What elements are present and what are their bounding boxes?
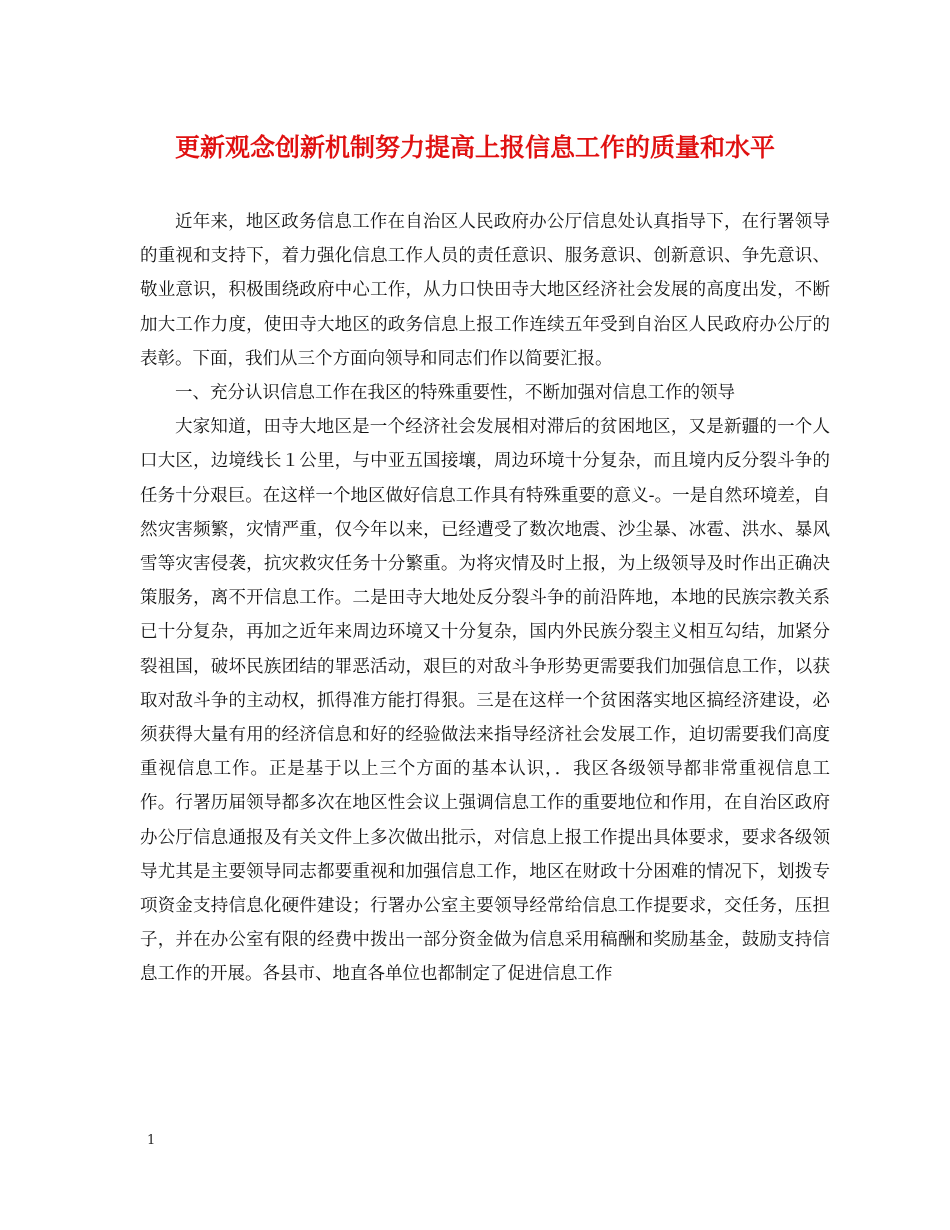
section-heading-1: 一、充分认识信息工作在我区的特殊重要性，不断加强对信息工作的领导	[175, 383, 735, 404]
page-number: 1	[147, 1133, 156, 1148]
paragraph-intro: 近年来，地区政务信息工作在自治区人民政府办公厅信息处认真指导下，在行署领导的重视和支持下，着力强化信息工作人员的责任意识、服务意识、创新意识、争先意识、敬业意识，积极围绕政府中心工作，从力口快田寺大地区经济社会发展的高度出发，不断加大工作力度，使田寺大地区的政务信息上报工作连续五年受到自治区人民政府办公厅的表彰。下面，我们从三个方面向领导和同志们作以简要汇报。	[140, 212, 830, 369]
document-body	[140, 205, 830, 992]
paragraph-section-1: 大家知道，田寺大地区是一个经济社会发展相对滞后的贫困地区，又是新疆的一个人口大区，边境线长１公里，与中亚五国接壤，周边环境十分复杂，而且境内反分裂斗争的任务十分艰巨。在这样一个地区做好信息工作具有特殊重要的意义-。一是自然环境差，自然灾害频繁，灾情严重，仅今年以来，已经遭受了数次地震、沙尘暴、冰雹、洪水、暴风雪等灾害侵袭，抗灾救灾任务十分繁重。为将灾情及时上报，为上级领导及时作出正确决策服务，离不开信息工作。二是田寺大地处反分裂斗争的前沿阵地，本地的民族宗教关系已十分复杂，再加之近年来周边环境又十分复杂，国内外民族分裂主义相互勾结，加紧分裂祖国，破坏民族团结的罪恶活动，艰巨的对敌斗争形势更需要我们加强信息工作，以获取对敌斗争的主动权，抓得准方能打得狠。三是在这样一个贫困落实地区搞经济建设，必须获得大量有用的经济信息和好的经验做法来指导经济社会发展工作，迫切需要我们高度重视信息工作。正是基于以上三个方面的基本认识，．我区各级领导都非常重视信息工作。行署历届领导都多次在地区性会议上强调信息工作的重要地位和作用，在自治区政府办公厅信息通报及有关文件上多次做出批示，对信息上报工作提出具体要求，要求各级领导尤其是主要领导同志都要重视和加强信息工作，地区在财政十分困难的情况下，划拨专项资金支持信息化硬件建设；行署办公室主要领导经常给信息工作提要求，交任务，压担子，并在办公室有限的经费中拨出一部分资金做为信息采用稿酬和奖励基金，鼓励支持信息工作的开展。各县市、地直各单位也都制定了促进信息工作	[140, 417, 830, 985]
document-title: 更新观念创新机制努力提高上报信息工作的质量和水平	[174, 133, 775, 162]
